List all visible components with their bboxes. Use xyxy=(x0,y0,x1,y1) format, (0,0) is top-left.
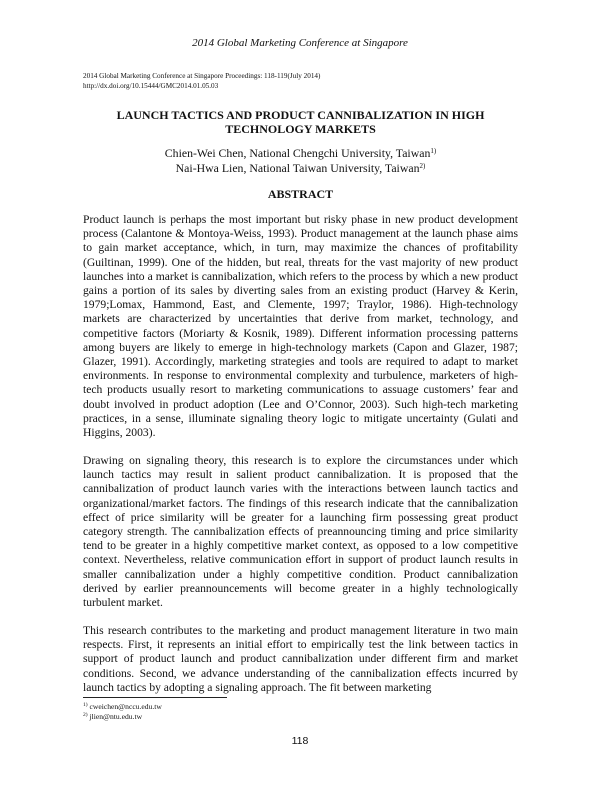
footnotes xyxy=(83,702,383,722)
abstract-body xyxy=(83,213,518,709)
abstract-paragraph: Drawing on signaling theory, this research is to explore the circumstances under which launch tactics may result in salient product cannibalization. It is proposed that the cannibalization of product launch varies with the interactions between launch tactics and organizational/market factors. The findings of this research indicate that the cannibalization effect of price similarity will be greater for a launching firm possessing great product category strength. The cannibalization effects of preannouncing timing and price similarity tend to be greater in a highly competitive market context, as opposed to a low competitive context. Nevertheless, relative communication effort in support of product launch results in smaller cannibalization under a highly competitive condition. Product cannibalization derived by earlier preannouncements will become greater in a highly technologically turbulent market. xyxy=(83,454,518,610)
running-head: 2014 Global Marketing Conference at Singapore xyxy=(192,37,408,49)
proceedings-citation xyxy=(83,72,523,91)
abstract-paragraph: Product launch is perhaps the most important but risky phase in new product development process (Calantone & Montoya-Weiss, 1993). Product management at the launch phase aims to gain market acceptance, which, in turn, may maximize the chances of profitability (Guiltinan, 1999). One of the hidden, but real, threats for the vast majority of new product launches into a market is cannibalization, which refers to the process by which a new product gains a portion of its sales by diverting sales from an existing product (Harvey & Kerin, 1979;Lomax, Hammond, East, and Clemente, 1997; Traylor, 1986). High-technology markets are characterized by uncertainties that derive from market, technology, and competitive factors (Moriarty & Kosnik, 1989). Different information processing patterns among buyers are likely to emerge in high-technology markets (Capon and Glazer, 1987; Glazer, 1991). Accordingly, marketing strategies and tools are required to adapt to market environments. In response to environmental complexity and turbulence, marketers of high-tech products usually resort to marketing communications to assuage customers’ fear and doubt involved in product adoption (Lee and O’Connor, 2003). Such high-tech marketing practices, in a sense, illuminate signaling theory logic to mitigate uncertainty (Gulati and Higgins, 2003). xyxy=(83,213,518,440)
footnote-divider xyxy=(83,697,227,698)
footnote xyxy=(83,702,383,712)
author-line xyxy=(83,161,518,176)
footnote-mark: 1) xyxy=(430,147,437,155)
author-name: Nai-Hwa Lien, National Taiwan University, Taiwan xyxy=(175,161,420,175)
footnote-mark: 2) xyxy=(419,162,426,170)
author-name: Chien-Wei Chen, National Chengchi University, Taiwan xyxy=(164,146,431,160)
footnote-mark: 1) xyxy=(83,702,88,708)
footnote-email: cweichen@nccu.edu.tw xyxy=(89,702,162,711)
abstract-heading: ABSTRACT xyxy=(267,187,334,201)
proceedings-line: 2014 Global Marketing Conference at Singapore Proceedings: 118-119(July 2014) xyxy=(83,72,321,80)
paper-title: LAUNCH TACTICS AND PRODUCT CANNIBALIZATION IN HIGH TECHNOLOGY MARKETS xyxy=(116,108,485,136)
page-number: 118 xyxy=(291,735,309,747)
author-block xyxy=(83,146,518,176)
footnote-email: jlien@ntu.edu.tw xyxy=(89,712,143,721)
abstract-paragraph: This research contributes to the marketing and product management literature in two main respects. First, it represents an initial effort to empirically test the link between tactics in support of product launch and product cannibalization under different firm and market conditions. Second, we advance understanding of the cannibalization effects incurred by launch tactics by adopting a signaling approach. The fit between marketing xyxy=(83,624,518,694)
author-line xyxy=(83,146,518,161)
footnote-mark: 2) xyxy=(83,712,88,718)
footnote xyxy=(83,712,383,722)
doi-line: http://dx.doi.org/10.15444/GMC2014.01.05.03 xyxy=(83,81,219,90)
